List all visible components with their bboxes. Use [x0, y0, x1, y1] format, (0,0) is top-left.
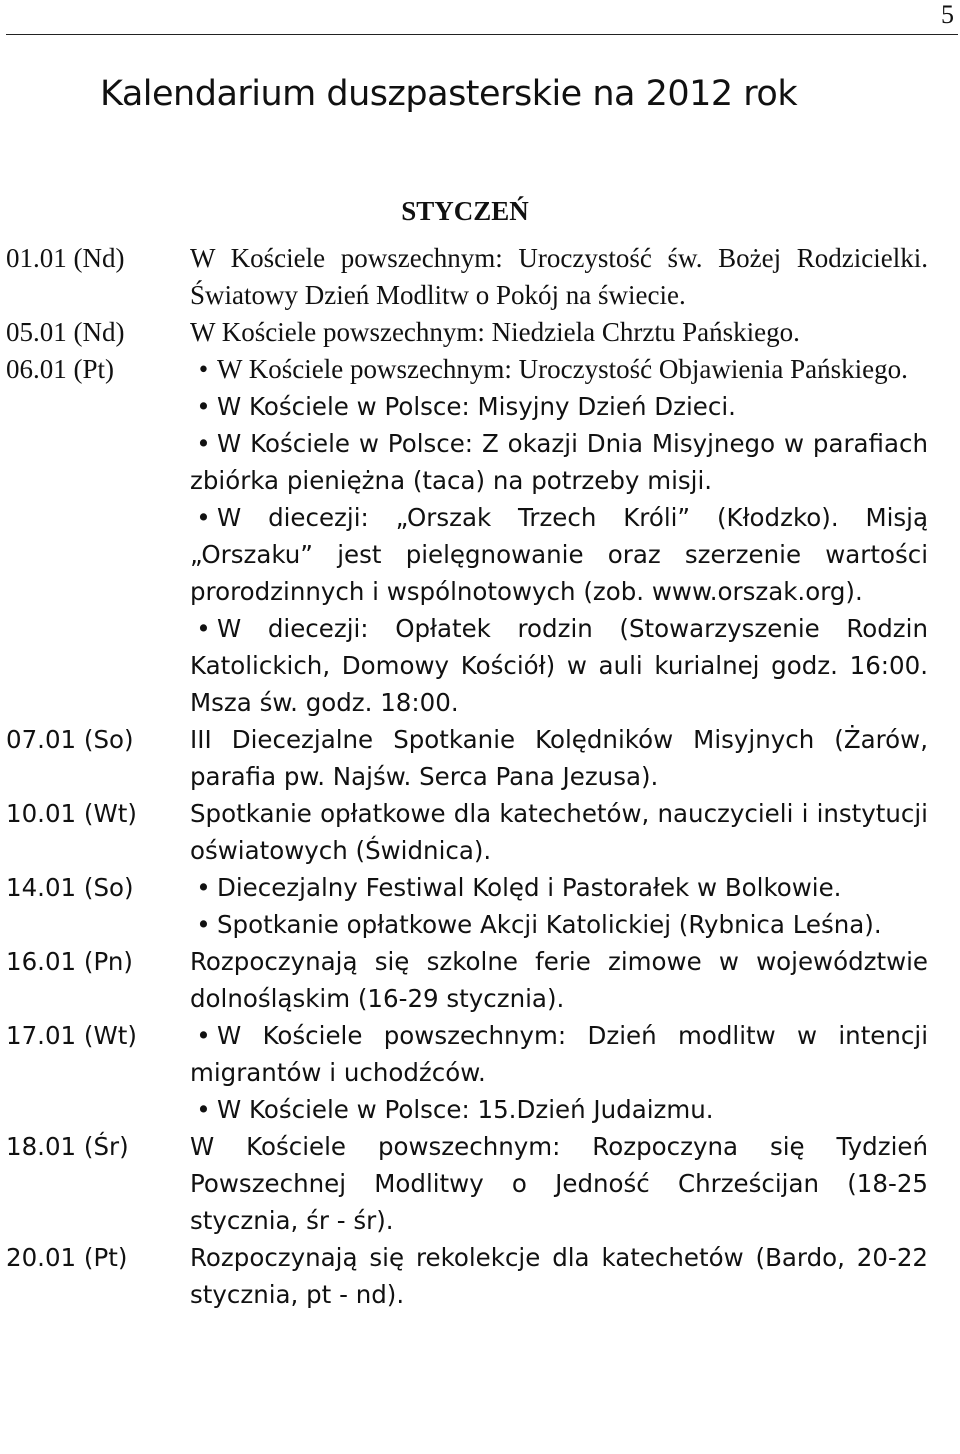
calendar-entry — [6, 351, 928, 721]
entry-text: Rozpoczynają się szkolne ferie zimowe w województwie dolnośląskim (16-29 stycznia). — [190, 947, 928, 1013]
bullet-icon: • — [196, 614, 211, 643]
bullet-icon: • — [196, 392, 211, 421]
bullet-item — [190, 388, 928, 425]
bullet-text: Spotkanie opłatkowe Akcji Katolickiej (Rybnica Leśna). — [217, 910, 882, 939]
bullet-icon: • — [196, 1021, 211, 1050]
entry-date: 07.01 (So) — [6, 725, 134, 754]
bullet-text: W Kościele powszechnym: Uroczystość Objawienia Pańskiego. — [217, 354, 908, 384]
bullet-text: W Kościele w Polsce: 15.Dzień Judaizmu. — [217, 1095, 714, 1124]
bullet-item — [190, 425, 928, 499]
bullet-text: W Kościele powszechnym: Dzień modlitw w intencji migrantów i uchodźców. — [190, 1021, 928, 1087]
bullet-item — [190, 351, 928, 388]
bullet-icon: • — [196, 429, 211, 458]
month-heading: STYCZEŃ — [401, 196, 529, 226]
entry-date: 10.01 (Wt) — [6, 799, 137, 828]
bullet-item — [190, 869, 928, 906]
entry-text: III Diecezjalne Spotkanie Kolędników Misyjnych (Żarów, parafia pw. Najśw. Serca Pana Jezusa). — [190, 725, 928, 791]
entry-content — [190, 1017, 928, 1128]
calendar-entry — [6, 869, 928, 943]
entry-text: Rozpoczynają się rekolekcje dla katechetów (Bardo, 20-22 stycznia, pt - nd). — [190, 1243, 928, 1309]
calendar-entry — [6, 1128, 928, 1239]
entry-content — [190, 1239, 928, 1313]
bullet-text: W diecezji: „Orszak Trzech Króli” (Kłodzko). Misją „Orszaku” jest pielęgnowanie oraz szerzenie wartości prorodzinnych i wspólnotowych (zob. www.orszak.org). — [190, 503, 928, 606]
entry-date: 14.01 (So) — [6, 873, 134, 902]
calendar-entry — [6, 314, 928, 351]
entry-text: W Kościele powszechnym: Uroczystość św. Bożej Rodzicielki. Światowy Dzień Modlitw o Pokój na świecie. — [190, 243, 928, 310]
entry-date: 01.01 (Nd) — [6, 243, 125, 273]
entry-text: W Kościele powszechnym: Niedziela Chrztu Pańskiego. — [190, 317, 800, 347]
calendar-entry — [6, 240, 928, 314]
calendar-entry — [6, 943, 928, 1017]
entry-date: 06.01 (Pt) — [6, 354, 114, 384]
bullet-icon: • — [196, 910, 211, 939]
entry-text: Spotkanie opłatkowe dla katechetów, nauczycieli i instytucji oświatowych (Świdnica). — [190, 799, 928, 865]
entry-content — [190, 795, 928, 869]
bullet-text: W Kościele w Polsce: Z okazji Dnia Misyjnego w parafiach zbiórka pieniężna (taca) na potrzeby misji. — [190, 429, 928, 495]
page-title: Kalendarium duszpasterskie na 2012 rok — [100, 74, 798, 114]
entry-date: 16.01 (Pn) — [6, 947, 133, 976]
entry-content — [190, 351, 928, 721]
calendar-entries — [6, 240, 928, 1313]
header-rule — [6, 34, 958, 35]
bullet-icon: • — [196, 1095, 211, 1124]
entry-content — [190, 1128, 928, 1239]
bullet-icon: • — [196, 503, 211, 532]
entry-content — [190, 869, 928, 943]
entry-date: 17.01 (Wt) — [6, 1021, 137, 1050]
entry-content — [190, 721, 928, 795]
calendar-entry — [6, 721, 928, 795]
bullet-item — [190, 610, 928, 721]
bullet-text: W diecezji: Opłatek rodzin (Stowarzyszenie Rodzin Katolickich, Domowy Kościół) w auli kurialnej godz. 16:00. Msza św. godz. 18:00. — [190, 614, 928, 717]
bullet-text: Diecezjalny Festiwal Kolęd i Pastorałek w Bolkowie. — [217, 873, 842, 902]
bullet-item — [190, 1091, 928, 1128]
entry-text: W Kościele powszechnym: Rozpoczyna się Tydzień Powszechnej Modlitwy o Jedność Chrześcijan (18-25 stycznia, śr - śr). — [190, 1132, 928, 1235]
bullet-item — [190, 499, 928, 610]
calendar-entry — [6, 1239, 928, 1313]
page-number: 5 — [941, 0, 954, 29]
calendar-entry — [6, 795, 928, 869]
bullet-icon: • — [198, 354, 209, 384]
bullet-text: W Kościele w Polsce: Misyjny Dzień Dzieci. — [217, 392, 736, 421]
entry-date: 20.01 (Pt) — [6, 1243, 128, 1272]
entry-date: 18.01 (Śr) — [6, 1132, 129, 1161]
bullet-item — [190, 906, 928, 943]
calendar-entry — [6, 1017, 928, 1128]
bullet-icon: • — [196, 873, 211, 902]
entry-content — [190, 314, 928, 351]
bullet-item — [190, 1017, 928, 1091]
entry-content — [190, 240, 928, 314]
entry-content — [190, 943, 928, 1017]
entry-date: 05.01 (Nd) — [6, 317, 125, 347]
